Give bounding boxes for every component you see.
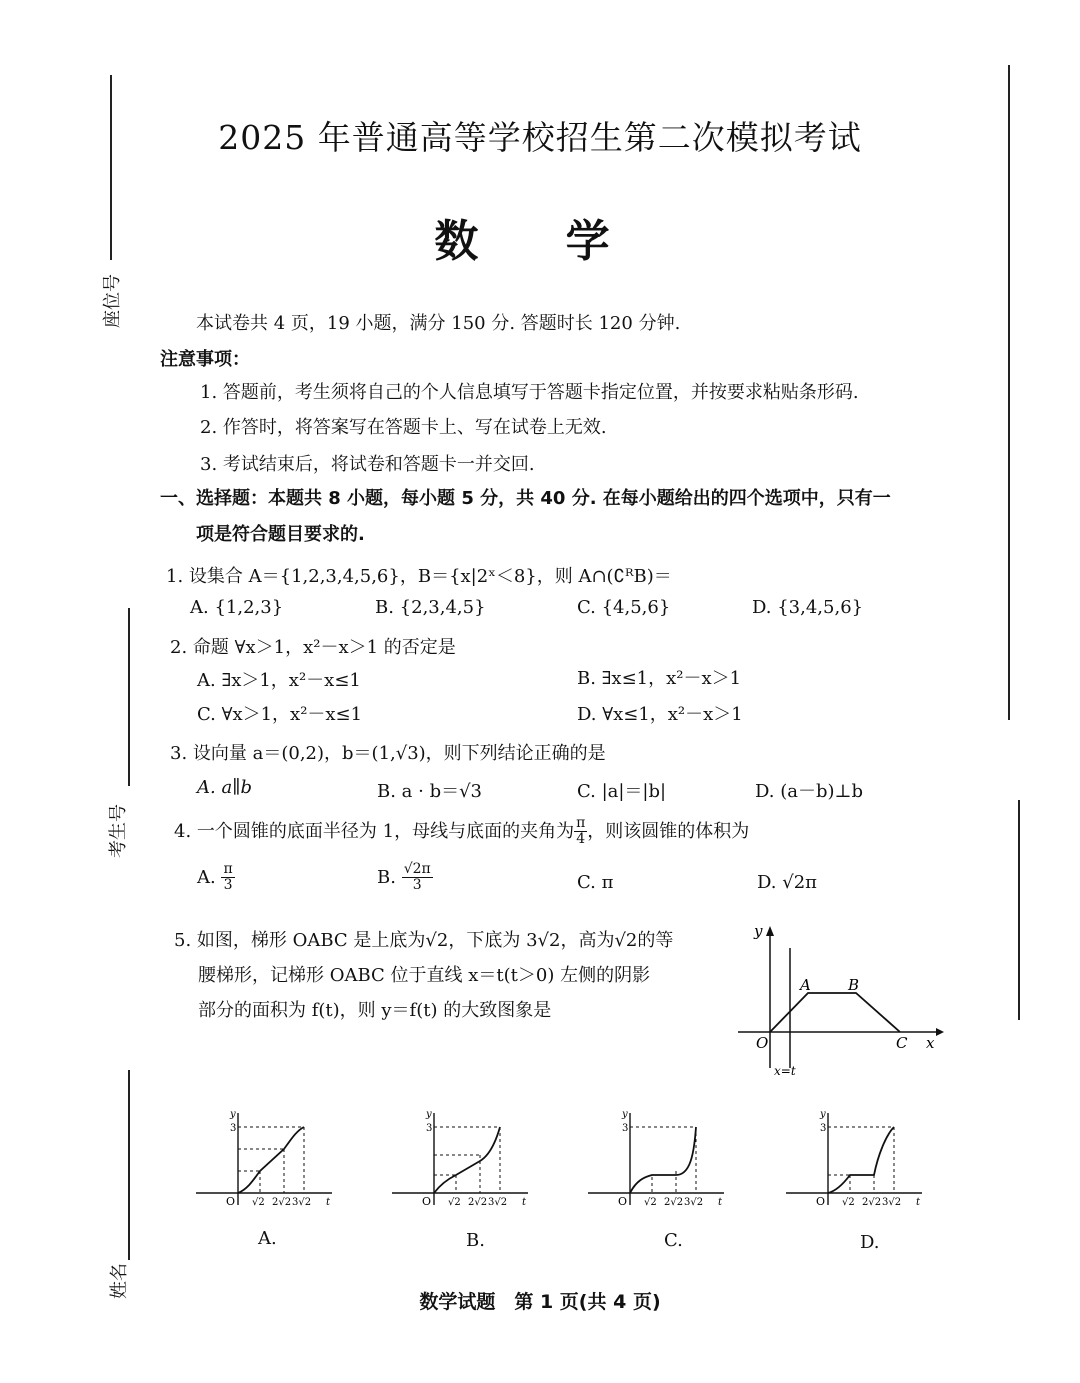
subject-title: 数 学 [434, 216, 646, 267]
graph-y-label: y [426, 1109, 432, 1120]
graph-y3-label: 3 [820, 1123, 827, 1134]
question-2-option-a: A. ∃x＞1，x²－x≤1 [197, 670, 361, 691]
exam-number-margin-line [128, 608, 130, 786]
graph-t-label: t [718, 1197, 723, 1208]
graph-y3-label: 3 [426, 1123, 433, 1134]
option-graph-d [782, 1105, 932, 1215]
graph-c-label: C. [664, 1230, 683, 1251]
graph-t-label: t [916, 1197, 921, 1208]
figure-y-arrow [766, 926, 774, 936]
question-2-option-b: B. ∃x≤1，x²－x＞1 [577, 668, 742, 689]
page-footer: 数学试题 第 1 页(共 4 页) [419, 1291, 661, 1313]
graph-tick-1: √2 [842, 1197, 855, 1208]
section-one-line-2: 项是符合题目要求的. [196, 524, 365, 545]
option-label: B. [377, 866, 396, 888]
right-margin-line [1008, 65, 1010, 720]
graph-tick-3: 3√2 [488, 1197, 508, 1208]
question-2-option-c: C. ∀x＞1，x²－x≤1 [197, 704, 363, 725]
question-4-stem [174, 816, 749, 848]
figure-b-label: B [848, 976, 860, 994]
exam-title: 2025 年普通高等学校招生第二次模拟考试 [218, 118, 862, 157]
fraction-numerator: π [223, 861, 233, 877]
graph-o-label: O [816, 1195, 826, 1208]
graph-tick-1: √2 [252, 1197, 265, 1208]
seat-number-label: 座位号 [102, 274, 123, 328]
question-4-stem-pre: 4. 一个圆锥的底面半径为 1，母线与底面的夹角为 [174, 820, 575, 842]
graph-o-label: O [226, 1195, 236, 1208]
right-margin-line-lower [1018, 800, 1020, 1020]
question-4-option-d: D. √2π [757, 872, 817, 893]
question-3-stem: 3. 设向量 a＝(0,2)，b＝(1,√3)，则下列结论正确的是 [170, 743, 606, 764]
graph-y3-label: 3 [622, 1123, 629, 1134]
question-5-line-2: 腰梯形，记梯形 OABC 位于直线 x＝t(t＞0) 左侧的阴影 [198, 965, 651, 986]
fraction-numerator: √2π [403, 861, 431, 877]
figure-x-arrow [936, 1028, 944, 1036]
exam-number-label: 考生号 [108, 804, 129, 858]
question-1-stem: 1. 设集合 A＝{1,2,3,4,5,6}，B＝{x|2ˣ＜8}，则 A∩(∁ᴿB)＝ [166, 566, 672, 587]
figure-line-label: x=t [774, 1064, 796, 1078]
note-item-2: 2. 作答时，将答案写在答题卡上、写在试卷上无效. [200, 417, 607, 438]
graph-y-label: y [622, 1109, 628, 1120]
trapezoid-figure [730, 918, 950, 1080]
option-graph-b [388, 1105, 538, 1215]
question-4-stem-post: ，则该圆锥的体积为 [587, 820, 750, 842]
graph-tick-3: 3√2 [882, 1197, 902, 1208]
graph-tick-2: 2√2 [664, 1197, 684, 1208]
question-1-option-d: D. {3,4,5,6} [752, 597, 864, 618]
graph-y-label: y [230, 1109, 236, 1120]
question-5-line-3: 部分的面积为 f(t)，则 y＝f(t) 的大致图象是 [198, 1000, 552, 1021]
graph-t-label: t [326, 1197, 331, 1208]
question-4-option-c: C. π [577, 872, 614, 893]
graph-o-label: O [618, 1195, 628, 1208]
figure-a-label: A [800, 976, 811, 994]
question-4-angle-fraction [574, 816, 587, 848]
option-a-fraction [221, 862, 234, 894]
fraction-denominator: 3 [412, 877, 422, 894]
option-graph-a [192, 1105, 342, 1215]
figure-o-label: O [756, 1034, 769, 1052]
figure-y-label: y [754, 922, 763, 940]
question-2-option-d: D. ∀x≤1，x²－x＞1 [577, 704, 743, 725]
section-one-line-1: 一、选择题：本题共 8 小题，每小题 5 分，共 40 分. 在每小题给出的四个选项中，只有一 [160, 488, 891, 509]
graph-o-label: O [422, 1195, 432, 1208]
graph-curve [238, 1127, 304, 1193]
graph-tick-3: 3√2 [292, 1197, 312, 1208]
graph-curve [630, 1127, 696, 1193]
graph-curve [828, 1127, 894, 1193]
question-3-option-d: D. (a－b)⊥b [755, 781, 863, 802]
graph-y3-label: 3 [230, 1123, 237, 1134]
question-2-stem: 2. 命题 ∀x＞1，x²－x＞1 的否定是 [170, 637, 456, 658]
question-1-option-b: B. {2,3,4,5} [375, 597, 486, 618]
note-item-3: 3. 考试结束后，将试卷和答题卡一并交回. [200, 454, 535, 475]
question-4-option-a [197, 862, 235, 894]
fraction-numerator: π [576, 815, 586, 831]
graph-tick-1: √2 [644, 1197, 657, 1208]
option-graph-c [584, 1105, 734, 1215]
name-margin-line [128, 1070, 130, 1260]
figure-c-label: C [896, 1034, 908, 1052]
question-1-option-a: A. {1,2,3} [190, 597, 284, 618]
graph-t-label: t [522, 1197, 527, 1208]
figure-x-label: x [926, 1034, 935, 1052]
graph-tick-3: 3√2 [684, 1197, 704, 1208]
graph-d-label: D. [860, 1232, 880, 1253]
exam-intro: 本试卷共 4 页，19 小题，满分 150 分. 答题时长 120 分钟. [196, 313, 681, 334]
graph-curve [434, 1127, 500, 1193]
option-label: A. [197, 866, 216, 888]
question-3-option-c: C. |a|＝|b| [577, 781, 667, 802]
fraction-denominator: 4 [576, 831, 586, 848]
name-label: 姓名 [109, 1263, 130, 1299]
graph-y-label: y [820, 1109, 826, 1120]
question-1-option-c: C. {4,5,6} [577, 597, 671, 618]
question-3-option-b: B. a · b＝√3 [377, 781, 483, 802]
notes-heading: 注意事项： [160, 349, 250, 370]
graph-b-label: B. [466, 1230, 485, 1251]
fraction-denominator: 3 [223, 877, 233, 894]
graph-tick-2: 2√2 [862, 1197, 882, 1208]
graph-tick-2: 2√2 [272, 1197, 292, 1208]
graph-a-label: A. [258, 1228, 277, 1249]
note-item-1: 1. 答题前，考生须将自己的个人信息填写于答题卡指定位置，并按要求粘贴条形码. [200, 382, 859, 403]
option-b-fraction [402, 862, 433, 894]
graph-tick-2: 2√2 [468, 1197, 488, 1208]
question-3-option-a: A. a∥b [197, 777, 253, 798]
graph-tick-1: √2 [448, 1197, 461, 1208]
question-4-option-b [377, 862, 433, 894]
question-5-line-1: 5. 如图，梯形 OABC 是上底为√2，下底为 3√2，高为√2的等 [174, 930, 674, 951]
